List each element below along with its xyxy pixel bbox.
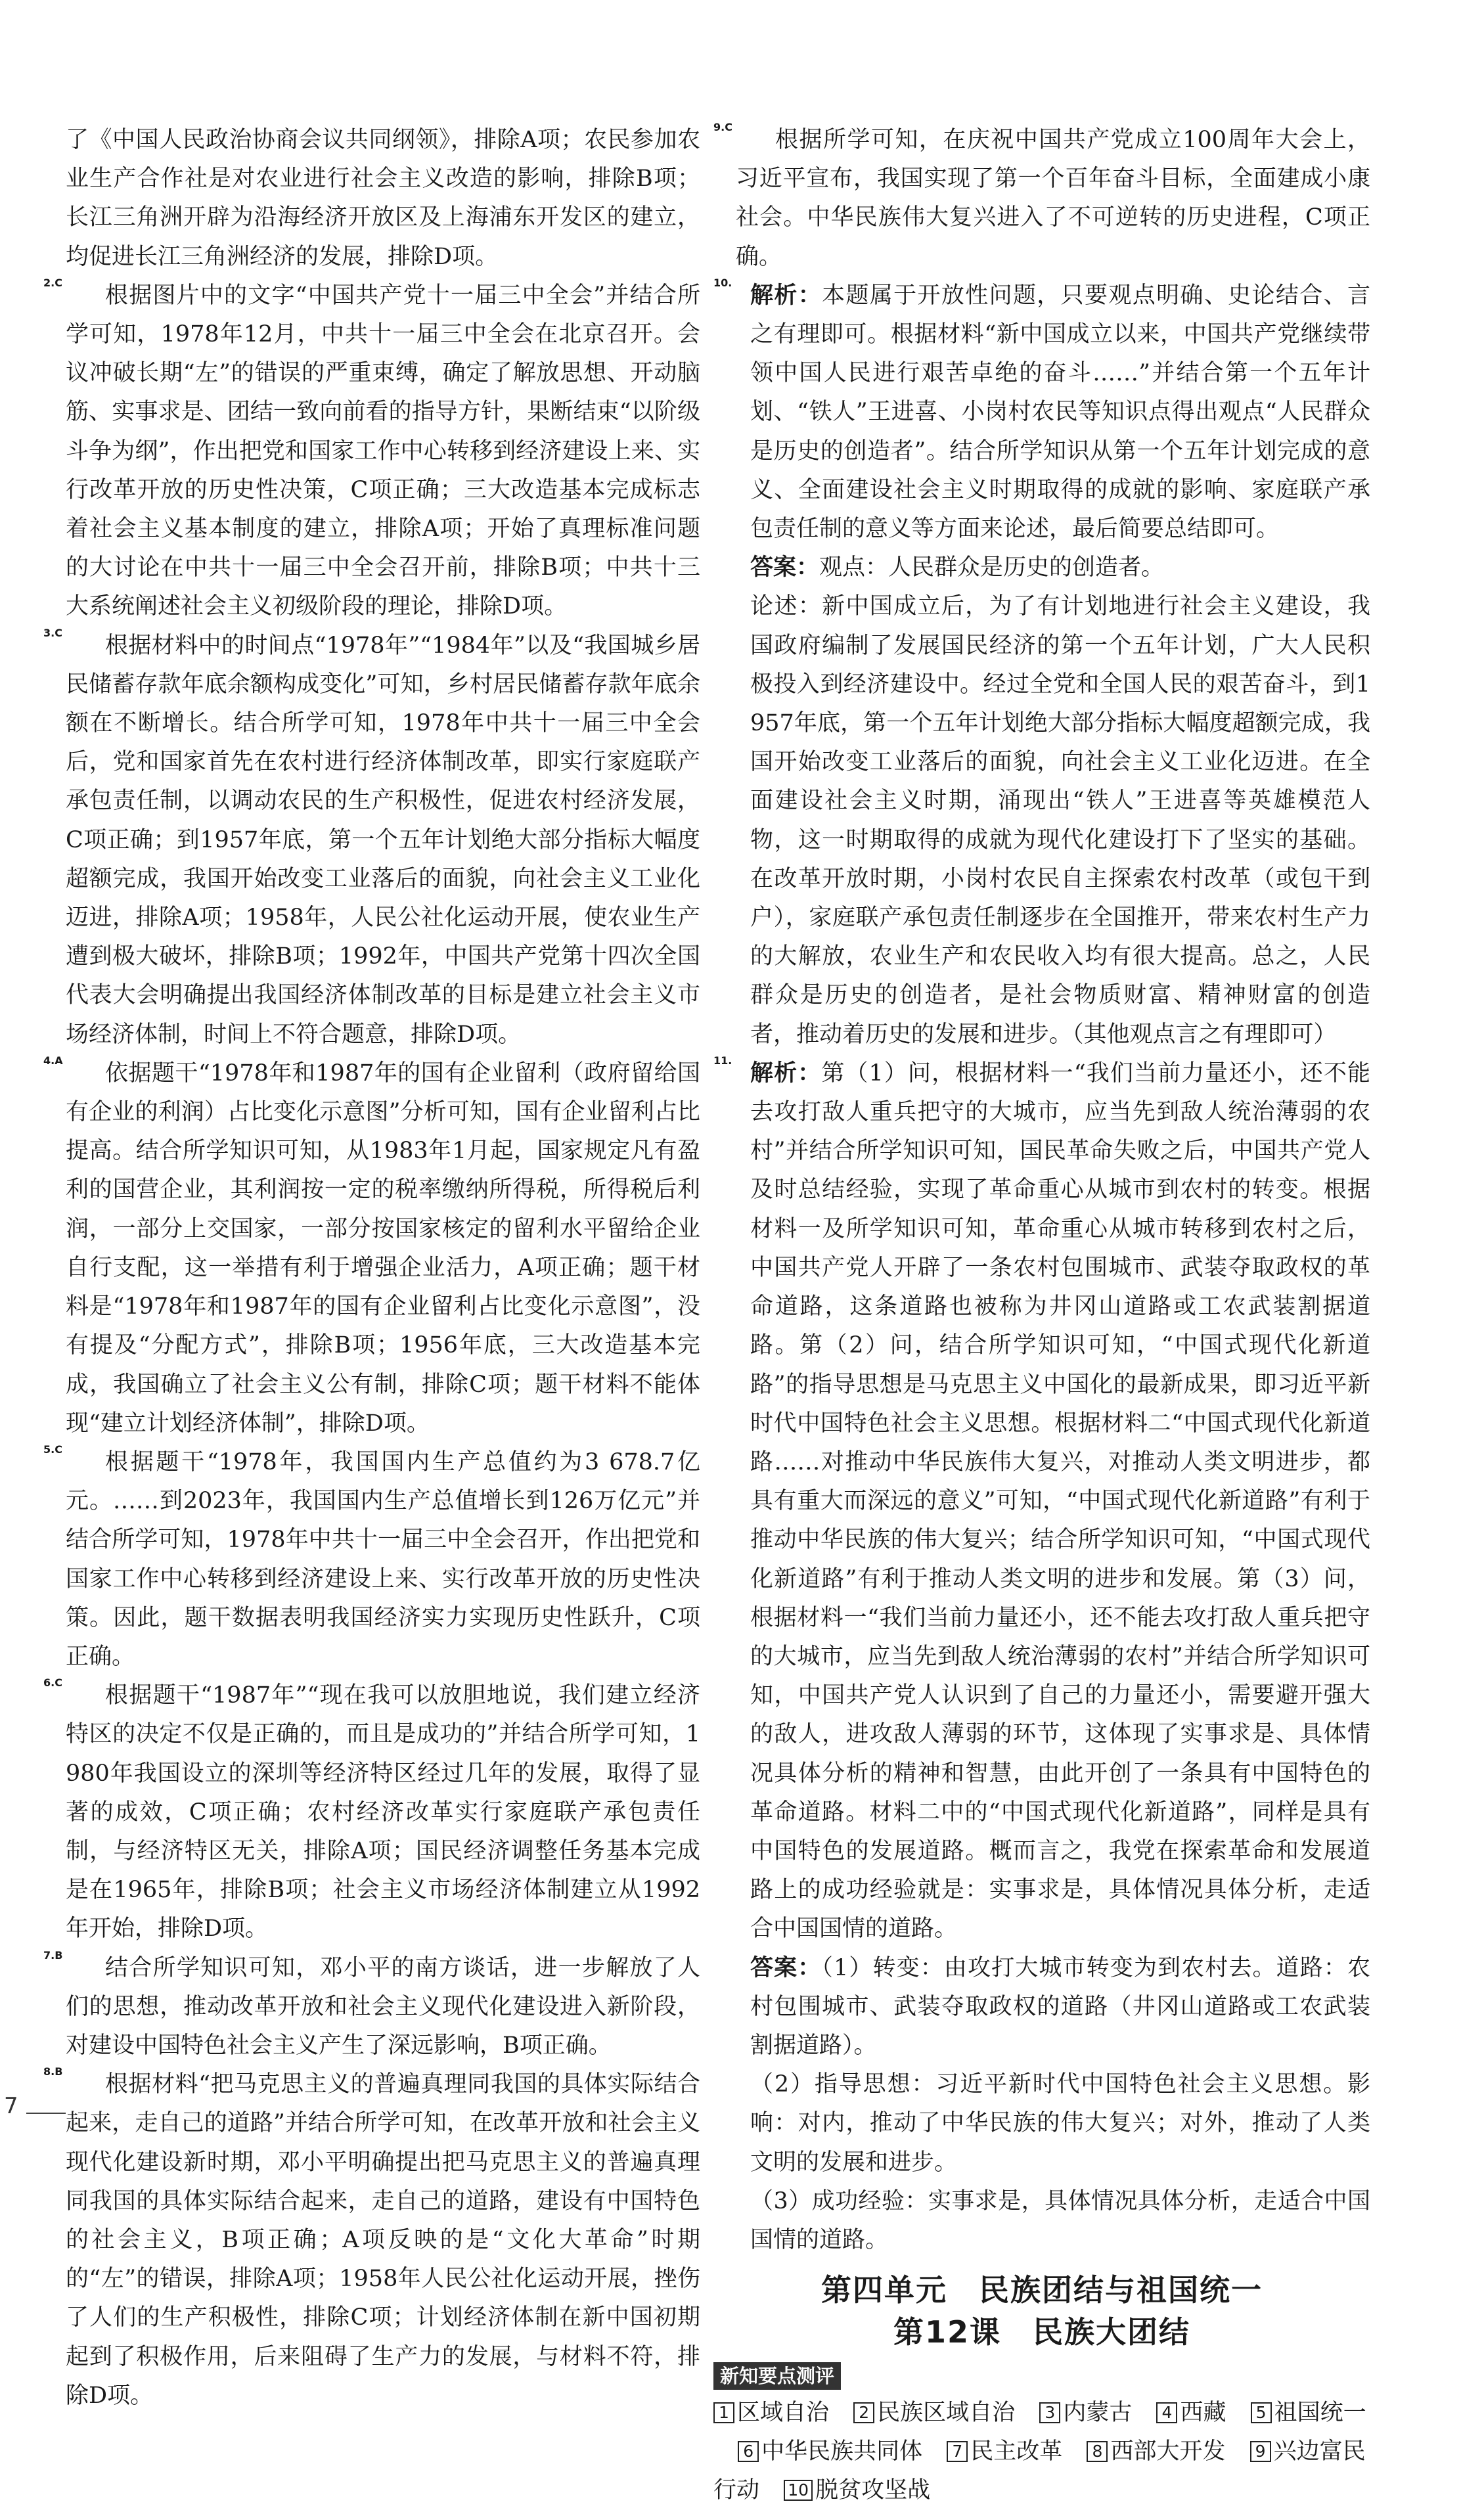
key-point-text: 祖国统一 [1274,2400,1366,2427]
section-tag: 新知要点测评 [713,2362,841,2390]
item-text: 根据材料中的时间点“1978年”“1984年”以及“我国城乡居民储蓄存款年底余额构成变化”可知，乡村居民储蓄存款年底余额在不断增长。结合所学可知，1978年中共十一届三中全会后，党和国家首先在农村进行经济体制改革，即实行家庭联产承包责任制，以调动农民的生产积极性，促进农村经济发展，C项正确；到1957年底，第一个五年计划绝大部分指标大幅度超额完成，我国开始改变工业落后的面貌，向社会主义工业化迈进，排除A项；1958年，人民公社化运动开展，使农业生产遭到极大破坏，排除B项；1992年，中国共产党第十四次全国代表大会明确提出我国经济体制改革的目标是建立社会主义市场经济体制，时间上不符合题意，排除D项。 [66,632,700,1048]
item-text: 根据题干“1978年，我国国内生产总值约为3 678.7亿元。……到2023年，我国国内生产总值增长到126万亿元”并结合所学可知，1978年中共十一届三中全会召开，作出把党和国家工作中心转移到经济建设上来、实行改革开放的历史性决策。因此，题干数据表明我国经济实力实现历史性跃升，C项正确。 [66,1448,700,1670]
item-number: 7.B [43,1948,63,1961]
left-column [43,121,700,2415]
item-number: 3.C [43,626,62,639]
key-point-number: 9 [1250,2441,1271,2462]
answer-part-1-text: （1）转变：由攻打大城市转变为到农村去。道路：农村包围城市、武装夺取政权的道路（井冈山道路或工农武装割据道路）。 [750,1954,1370,2059]
item-number: 8.B [43,2065,63,2078]
analysis-text: 第（1）问，根据材料一“我们当前力量还小，还不能去攻打敌人重兵把守的大城市，应当先到敌人统治薄弱的农村”并结合所学知识可知，国民革命失败之后，中国共产党人及时总结经验，实现了革命重心从城市到农村的转变。根据材料一及所学知识可知，革命重心从城市转移到农村之后，中国共产党人开辟了一条农村包围城市、武装夺取政权的革命道路，这条道路也被称为井冈山道路或工农武装割据道路。第（2）问，结合所学知识可知，“中国式现代化新道路”的指导思想是马克思主义中国化的最新成果，即习近平新时代中国特色社会主义思想。根据材料二“中国式现代化新道路……对推动中华民族伟大复兴，对推动人类文明进步，都具有重大而深远的意义”可知，“中国式现代化新道路”有利于推动中华民族的伟大复兴；结合所学知识可知，“中国式现代化新道路”有利于推动人类文明的进步和发展。第（3）问，根据材料一“我们当前力量还小，还不能去攻打敌人重兵把守的大城市，应当先到敌人统治薄弱的农村”并结合所学知识可知，中国共产党人认识到了自己的力量还小，需要避开强大的敌人，进攻敌人薄弱的环节，这体现了实事求是、具体情况具体分析的精神和智慧，由此开创了一条具有中国特色的革命道路。材料二中的“中国式现代化新道路”，同样是具有中国特色的发展道路。概而言之，我党在探索革命和发展道路上的成功经验就是：实事求是，具体情况具体分析，走适合中国国情的道路。 [750,1060,1370,1942]
item-number: 2.C [43,276,62,289]
item-text: 结合所学知识可知，邓小平的南方谈话，进一步解放了人们的思想，推动改革开放和社会主义现代化建设进入新阶段，对建设中国特色社会主义产生了深远影响，B项正确。 [66,1954,700,2059]
lesson-title: 第12课 民族大团结 [893,2314,1190,2350]
right-column [713,121,1370,2510]
item-number: 5.C [43,1443,62,1456]
analysis-label: 解析： [750,1060,822,1087]
key-point-text: 西藏 [1180,2400,1226,2427]
answer-item-10 [713,277,1370,1054]
answer-item-9 [713,121,1370,277]
key-point-10 [784,2477,930,2503]
answer-item-2 [43,277,700,627]
item-analysis [750,277,1370,549]
answer-item-7 [43,1949,700,2066]
key-point-4 [1156,2400,1226,2426]
answer-view [750,549,1370,587]
answer-label: 答案： [750,1954,822,1981]
item-text: 依据题干“1978年和1987年的国有企业留利（政府留给国有企业的利润）占比变化示意图”分析可知，国有企业留利占比提高。结合所学知识可知，从1983年1月起，国家规定凡有盈利的国营企业，其利润按一定的税率缴纳所得税，所得税后利润，一部分上交国家，一部分按国家核定的留利水平留给企业自行支配，这一举措有利于增强企业活力，A项正确；题干材料是“1978年和1987年的国有企业留利占比变化示意图”，没有提及“分配方式”，排除B项；1956年底，三大改造基本完成，我国确立了社会主义公有制，排除C项；题干材料不能体现“建立计划经济体制”，排除D项。 [66,1060,700,1437]
item-text: 根据材料“把马克思主义的普遍真理同我国的具体实际结合起来，走自己的道路”并结合所学可知，在改革开放和社会主义现代化建设新时期，邓小平明确提出把马克思主义的普遍真理同我国的具体实际结合起来，走自己的道路，建设有中国特色的社会主义，B项正确；A项反映的是“文化大革命”时期的“左”的错误，排除A项；1958年人民公社化运动开展，挫伤了人们的生产积极性，排除C项；计划经济体制在新中国初期起到了积极作用，后来阻碍了生产力的发展，与材料不符，排除D项。 [66,2071,700,2409]
key-point-number: 6 [738,2441,759,2462]
key-point-2 [853,2400,1015,2426]
key-point-5 [1251,2400,1366,2426]
key-point-text: 中华民族共同体 [761,2438,923,2465]
key-points-list [713,2394,1370,2510]
key-point-number: 4 [1156,2402,1177,2423]
unit-title: 第四单元 民族团结与祖国统一 [821,2272,1263,2308]
key-point-number: 7 [947,2441,968,2462]
key-point-text: 兴边富民行动 [713,2438,1366,2504]
answer-item-6 [43,1676,700,1948]
item-text: 根据图片中的文字“中国共产党十一届三中全会”并结合所学可知，1978年12月，中共十一届三中全会在北京召开。会议冲破长期“左”的错误的严重束缚，确定了解放思想、开动脑筋、实事求是、团结一致向前看的指导方针，果断结束“以阶级斗争为纲”，作出把党和国家工作中心转移到经济建设上来、实行改革开放的历史性决策，C项正确；三大改造基本完成标志着社会主义基本制度的建立，排除A项；开始了真理标准问题的大讨论在中共十一届三中全会召开前，排除B项；中共十三大系统阐述社会主义初级阶段的理论，排除D项。 [66,282,700,620]
answer-item-4 [43,1054,700,1443]
key-point-number: 3 [1039,2402,1060,2423]
key-point-text: 脱贫攻坚战 [815,2477,931,2504]
key-point-text: 西部大开发 [1110,2438,1226,2465]
page-number-rule [26,2113,66,2114]
key-point-7 [947,2438,1062,2465]
page-number: 7 [4,2093,18,2119]
analysis-label: 解析： [750,282,822,309]
key-point-text: 民主改革 [970,2438,1063,2465]
answer-item-8 [43,2065,700,2415]
answer-label: 答案： [750,554,820,581]
key-point-3 [1039,2400,1132,2426]
item-text: 根据题干“1987年”“现在我可以放胆地说，我们建立经济特区的决定不仅是正确的，而且是成功的”并结合所学可知，1980年我国设立的深圳等经济特区经过几年的发展，取得了显著的成效，C项正确；农村经济改革实行家庭联产承包责任制，与经济特区无关，排除A项；国民经济调整任务基本完成是在1965年，排除B项；社会主义市场经济体制建立从1992年开始，排除D项。 [66,1682,700,1942]
answer-view-text: 观点：人民群众是历史的创造者。 [819,554,1165,581]
key-point-1 [713,2400,829,2426]
item-text: 根据所学可知，在庆祝中国共产党成立100周年大会上，习近平宣布，我国实现了第一个百年奋斗目标，全面建成小康社会。中华民族伟大复兴进入了不可逆转的历史进程，C项正确。 [736,127,1370,270]
answer-part-1 [750,1949,1370,2066]
key-point-number: 10 [784,2480,813,2501]
key-point-text: 区域自治 [737,2400,830,2427]
answer-part-3: （3）成功经验：实事求是，具体情况具体分析，走适合中国国情的道路。 [750,2187,1370,2253]
answer-part-2: （2）指导思想：习近平新时代中国特色社会主义思想。影响：对内，推动了中华民族的伟大复兴；对外，推动了人类文明的发展和进步。 [750,2071,1370,2176]
answer-item-11 [713,1054,1370,2260]
item-number: 4.A [43,1054,63,1067]
key-point-number: 8 [1087,2441,1108,2462]
item-number: 9.C [713,121,732,133]
item-number: 10. [713,276,732,289]
key-point-text: 内蒙古 [1063,2400,1133,2427]
key-point-6 [738,2438,922,2465]
item-number: 6.C [43,1676,62,1690]
key-point-number: 2 [853,2402,874,2423]
key-point-number: 5 [1251,2402,1272,2423]
answer-1-continued: 了《中国人民政治协商会议共同纲领》，排除A项；农民参加农业生产合作社是对农业进行社会主义改造的影响，排除B项；长江三角洲开辟为沿海经济开放区及上海浦东开发区的建立，均促进长江三角洲经济的发展，排除D项。 [66,127,700,270]
answer-argument: 论述：新中国成立后，为了有计划地进行社会主义建设，我国政府编制了发展国民经济的第一个五年计划，广大人民积极投入到经济建设中。经过全党和全国人民的艰苦奋斗，到1957年底，第一个五年计划绝大部分指标大幅度超额完成，我国开始改变工业落后的面貌，向社会主义工业化迈进。在全面建设社会主义时期，涌现出“铁人”王进喜等英雄模范人物，这一时期取得的成就为现代化建设打下了坚实的基础。在改革开放时期，小岗村农民自主探索农村改革（或包干到户），家庭联产承包责任制逐步在全国推开，带来农村生产力的大解放，农业生产和农民收入均有很大提高。总之，人民群众是历史的创造者，是社会物质财富、精神财富的创造者，推动着历史的发展和进步。（其他观点言之有理即可） [750,593,1370,1048]
item-analysis [750,1054,1370,1949]
key-point-number: 1 [713,2402,734,2423]
item-number: 11. [713,1054,732,1067]
answer-item-5 [43,1443,700,1676]
analysis-text: 本题属于开放性问题，只要观点明确、史论结合、言之有理即可。根据材料“新中国成立以来，中国共产党继续带领中国人民进行艰苦卓绝的奋斗……”并结合第一个五年计划、“铁人”王进喜、小岗村农民等知识点得出观点“人民群众是历史的创造者”。结合所学知识从第一个五年计划完成的意义、全面建设社会主义时期取得的成就的影响、家庭联产承包责任制的意义等方面来论述，最后简要总结即可。 [750,282,1370,543]
key-point-8 [1087,2438,1225,2465]
key-point-text: 民族区域自治 [877,2400,1016,2427]
answer-item-3 [43,627,700,1054]
